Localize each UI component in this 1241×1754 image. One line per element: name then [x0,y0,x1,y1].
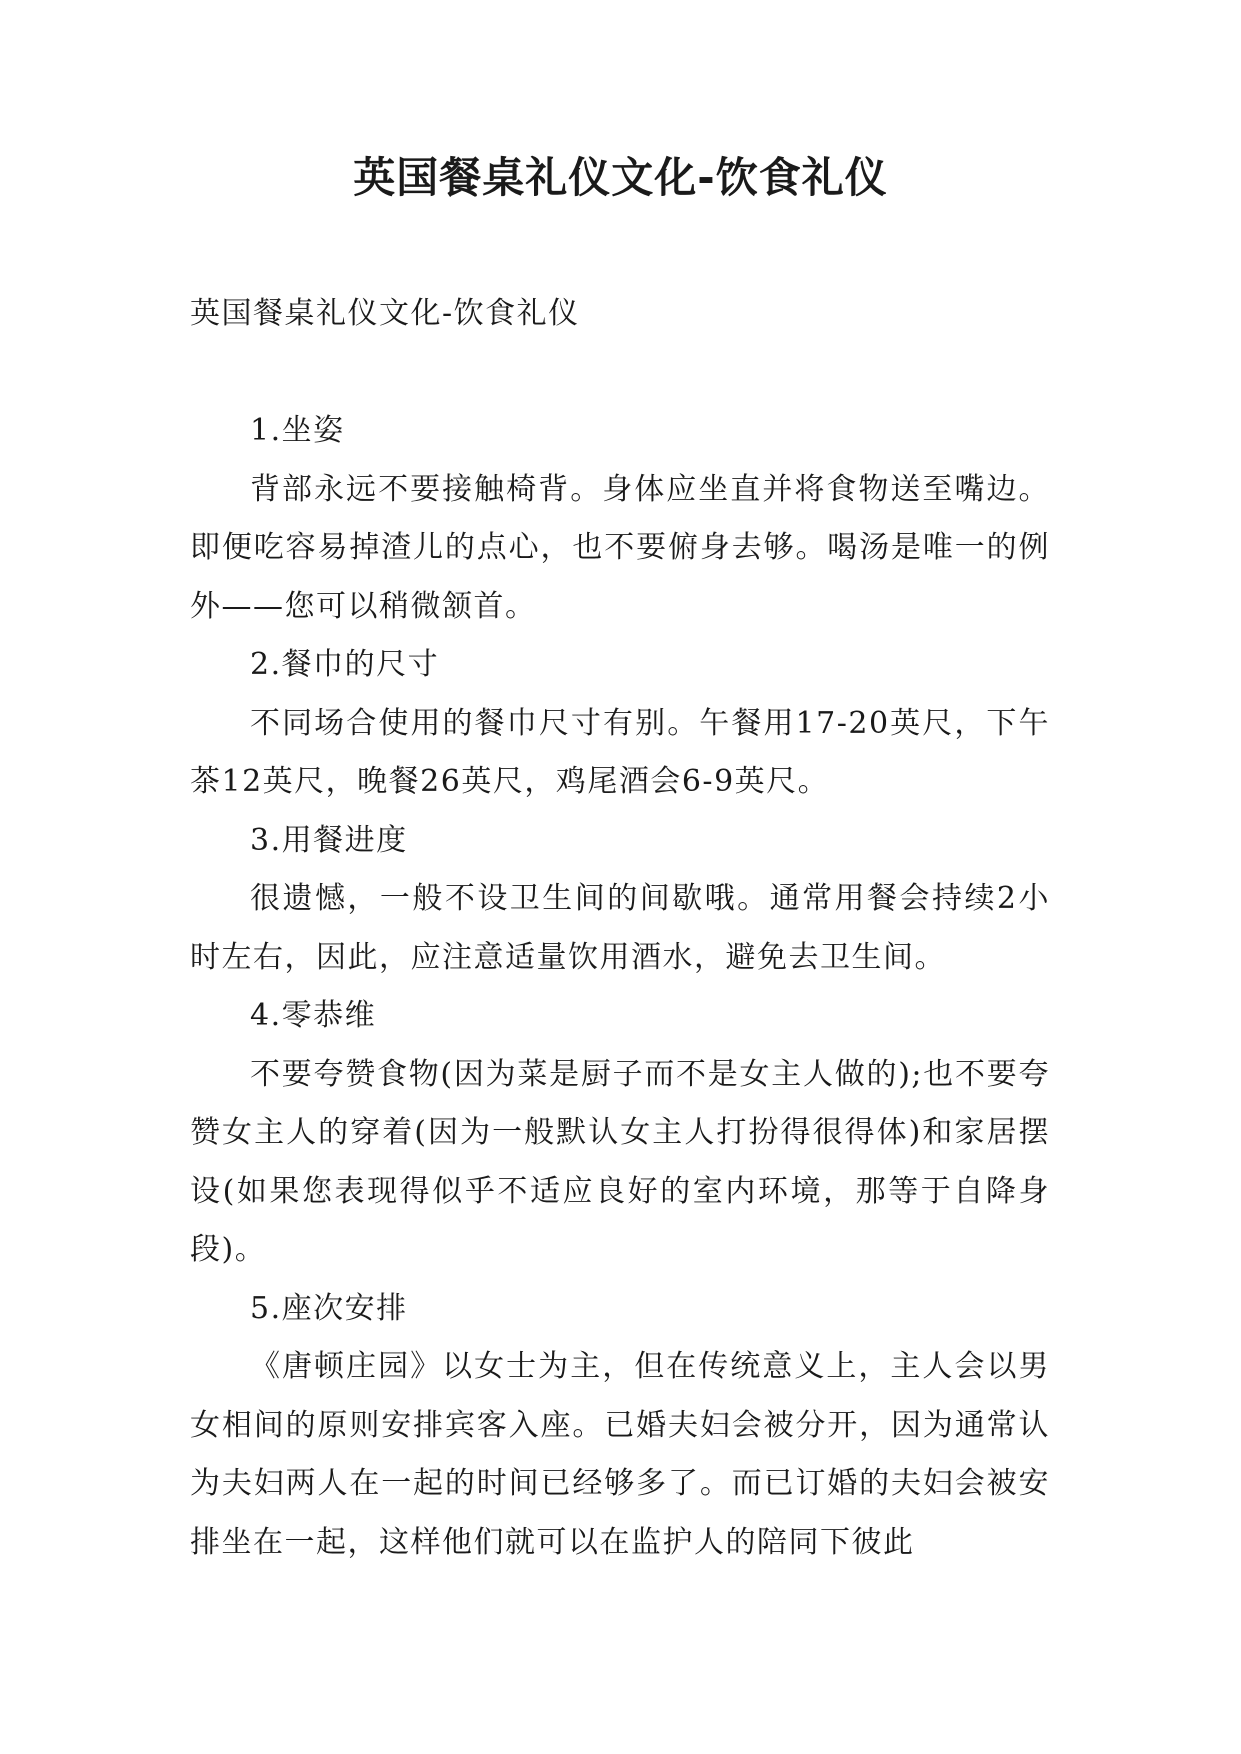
section-body-seating-arrangement: 《唐顿庄园》以女士为主，但在传统意义上，主人会以男女相间的原则安排宾客入座。已婚夫妇会被分开，因为通常认为夫妇两人在一起的时间已经够多了。而已订婚的夫妇会被安排坐在一起，这样他们就可以在监护人的陪同下彼此 [190,1349,1050,1560]
section-heading-napkin-size: 2.餐巾的尺寸 [250,647,440,682]
document-subtitle: 英国餐桌礼仪文化-饮食礼仪 [190,296,580,331]
document-body [190,285,1050,1572]
section-heading-sitting-posture: 1.坐姿 [250,413,345,448]
section-body-no-compliments: 不要夸赞食物(因为菜是厨子而不是女主人做的);也不要夸赞女主人的穿着(因为一般默认女主人打扮得很得体)和家居摆设(如果您表现得似乎不适应良好的室内环境，那等于自降身段)。 [190,1056,1050,1267]
section-body-meal-pace: 很遗憾，一般不设卫生间的间歇哦。通常用餐会持续2小时左右，因此，应注意适量饮用酒水，避免去卫生间。 [190,881,1050,975]
section-heading-seating-arrangement: 5.座次安排 [250,1290,408,1326]
section-heading-no-compliments: 4.零恭维 [250,998,377,1033]
section-body-napkin-size: 不同场合使用的餐巾尺寸有别。午餐用17-20英尺，下午茶12英尺，晚餐26英尺，鸡尾酒会6-9英尺。 [190,705,1050,799]
document-title: 英国餐桌礼仪文化-饮食礼仪 [353,153,888,202]
section-heading-meal-pace: 3.用餐进度 [250,822,408,858]
section-body-sitting-posture: 背部永远不要接触椅背。身体应坐直并将食物送至嘴边。即便吃容易掉渣儿的点心，也不要俯身去够。喝汤是唯一的例外——您可以稍微颔首。 [190,471,1050,624]
